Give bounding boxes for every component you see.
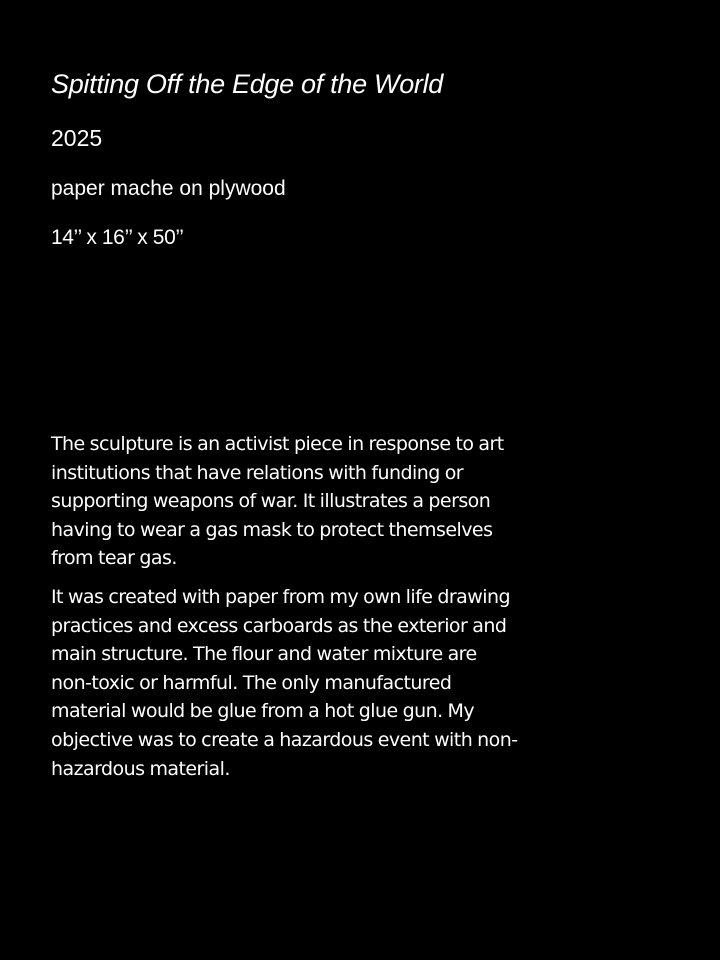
artwork-year: 2025	[51, 125, 103, 151]
artwork-medium: paper mache on plywood	[51, 177, 286, 200]
artwork-dimensions: 14’’ x 16’’ x 50’’	[51, 226, 184, 249]
statement-paragraph: The sculpture is an activist piece in response to art institutions that have relations with funding or supporting weapons of war. It illustrates a person having to wear a gas mask to protect themselves from tear gas.	[51, 433, 504, 570]
artwork-title: Spitting Off the Edge of the World	[51, 69, 444, 99]
statement-paragraph: It was created with paper from my own life drawing practices and excess carboards as the exterior and main structure. The flour and water mixture are non-toxic or harmful. The only manufactured material would be glue from a hot glue gun. My objective was to create a hazardous event with non-hazardous material.	[51, 585, 518, 780]
artist-statement	[51, 430, 521, 793]
